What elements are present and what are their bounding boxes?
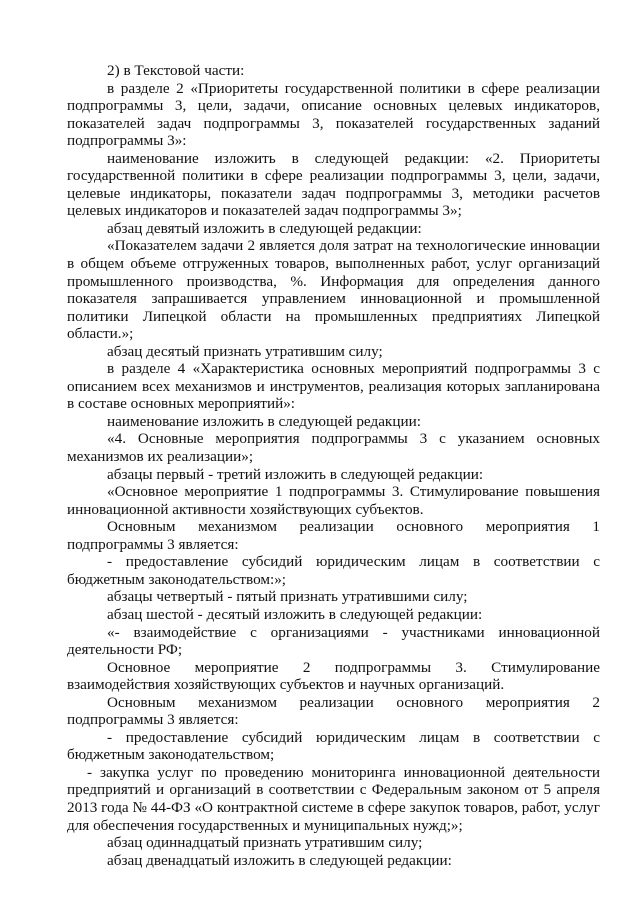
paragraph: наименование изложить в следующей редакции: — [107, 412, 421, 430]
paragraph: в разделе 4 «Характеристика основных мероприятий подпрограммы 3 с описанием всех механизмов и инструментов, реализация которых запланирована в составе основных мероприятий»: — [67, 360, 600, 413]
paragraph: абзац десятый признать утратившим силу; — [107, 342, 383, 360]
paragraph: абзац двенадцатый изложить в следующей редакции: — [107, 851, 452, 869]
paragraph: абзац шестой - десятый изложить в следующей редакции: — [107, 605, 483, 623]
paragraph: абзацы четвертый - пятый признать утратившими силу; — [107, 588, 468, 606]
paragraph: «Показателем задачи 2 является доля затрат на технологические инновации в общем объеме отгруженных товаров, выполненных работ, услуг организаций промышленного производства, %. Информация для определения данного показателя запрашивается управлением инновационной и промышленной политики Липецкой области на промышленных предприятиях Липецкой области.»; — [67, 237, 600, 343]
paragraph: Основным механизмом реализации основного мероприятия 1 подпрограммы 3 является: — [67, 518, 600, 553]
paragraph: абзацы первый - третий изложить в следующей редакции: — [107, 465, 484, 483]
paragraph: абзац одиннадцатый признать утратившим силу; — [107, 834, 423, 852]
paragraph: «Основное мероприятие 1 подпрограммы 3. Стимулирование повышения инновационной активности хозяйствующих субъектов. — [67, 483, 600, 518]
paragraph: «- взаимодействие с организациями - участниками инновационной деятельности РФ; — [67, 623, 600, 659]
paragraph: Основное мероприятие 2 подпрограммы 3. Стимулирование взаимодействия хозяйствующих субъектов и научных организаций. — [67, 658, 600, 694]
paragraph: «4. Основные мероприятия подпрограммы 3 с указанием основных механизмов их реализации»; — [67, 430, 600, 466]
document-body — [67, 62, 600, 869]
paragraph: в разделе 2 «Приоритеты государственной политики в сфере реализации подпрограммы 3, цели, задачи, описание основных целевых индикаторов, показателей задач подпрограммы 3, показателей государственных заданий подпрограммы 3»: — [67, 79, 600, 150]
paragraph: абзац девятый изложить в следующей редакции: — [107, 219, 422, 237]
paragraph: - закупка услуг по проведению мониторинга инновационной деятельности предприятий и организаций в соответствии с Федеральным законом от 5 апреля 2013 года № 44-ФЗ «О контрактной системе в сфере закупок товаров, работ, услуг для обеспечения государственных и муниципальных нужд;»; — [67, 763, 600, 834]
paragraph: 2) в Текстовой части: — [107, 62, 245, 79]
paragraph: Основным механизмом реализации основного мероприятия 2 подпрограммы 3 является: — [67, 693, 600, 729]
paragraph: - предоставление субсидий юридическим лицам в соответствии с бюджетным законодательством:»; — [67, 553, 600, 588]
paragraph: наименование изложить в следующей редакции: «2. Приоритеты государственной политики в сфере реализации подпрограммы 3, цели, задачи, целевые индикаторы, показатели задач подпрограммы 3, методики расчетов целевых индикаторов и показателей задач подпрограммы 3»; — [67, 149, 600, 220]
paragraph: - предоставление субсидий юридическим лицам в соответствии с бюджетным законодательством; — [67, 728, 600, 764]
